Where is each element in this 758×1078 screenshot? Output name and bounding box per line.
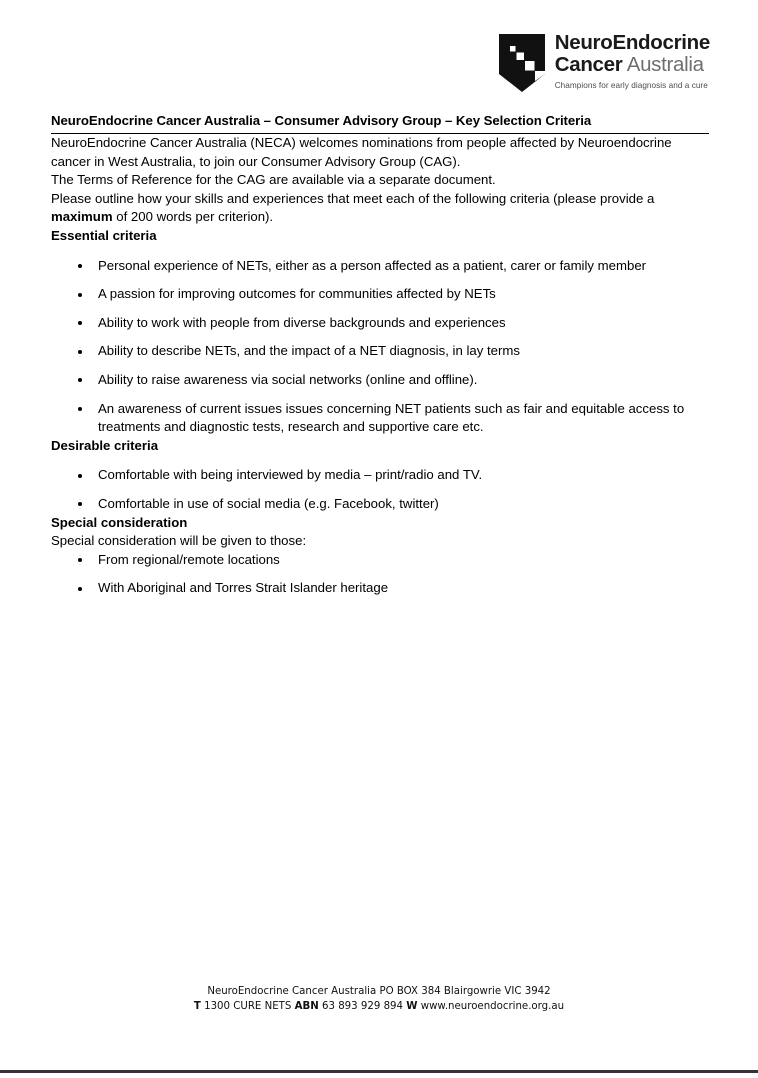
footer-bottom-rule: [0, 1070, 758, 1073]
page-title: NeuroEndocrine Cancer Australia – Consumer Advisory Group – Key Selection Criteria: [51, 113, 709, 134]
page-footer: [0, 984, 758, 1014]
footer-web-label: W: [406, 1001, 418, 1012]
intro-paragraph-1: NeuroEndocrine Cancer Australia (NECA) welcomes nominations from people affected by Neuroendocrine cancer in West Australia, to join our Consumer Advisory Group (CAG).: [51, 135, 672, 169]
list-item: Ability to raise awareness via social networks (online and offline).: [51, 371, 709, 390]
footer-phone-value: 1300 CURE NETS: [200, 1001, 295, 1012]
intro-paragraph-2: The Terms of Reference for the CAG are available via a separate document.: [51, 172, 496, 188]
special-consideration-list: [51, 551, 709, 598]
list-item: Ability to describe NETs, and the impact of a NET diagnosis, in lay terms: [51, 342, 709, 361]
section-heading-desirable-criteria: Desirable criteria: [51, 437, 159, 453]
section-heading-essential-criteria: Essential criteria: [51, 227, 157, 243]
footer-contact-line: [0, 999, 758, 1014]
logo-line-cancer-australia: [555, 54, 710, 76]
intro-paragraph-3-emphasis: maximum: [51, 209, 113, 225]
essential-criteria-list: [51, 257, 709, 437]
footer-phone-label: T: [193, 1001, 201, 1012]
footer-address-line: NeuroEndocrine Cancer Australia PO BOX 384 Blairgowrie VIC 3942: [207, 986, 551, 997]
logo-tagline: Champions for early diagnosis and a cure: [554, 81, 708, 91]
intro-paragraph-3-text-b: of 200 words per criterion).: [112, 209, 274, 225]
list-item: A passion for improving outcomes for communities affected by NETs: [51, 285, 709, 304]
list-item: Comfortable with being interviewed by media – print/radio and TV.: [51, 466, 709, 485]
list-item: With Aboriginal and Torres Strait Islander heritage: [51, 579, 709, 598]
special-consideration-intro: Special consideration will be given to those:: [51, 533, 307, 549]
list-item: Personal experience of NETs, either as a person affected as a patient, carer or family member: [51, 257, 709, 276]
neca-logo: [499, 32, 710, 92]
footer-web-value: www.neuroendocrine.org.au: [417, 1001, 565, 1012]
section-heading-special-consideration: Special consideration: [51, 514, 188, 530]
list-item: Comfortable in use of social media (e.g. Facebook, twitter): [51, 495, 709, 514]
list-item: Ability to work with people from diverse backgrounds and experiences: [51, 314, 709, 333]
list-item: From regional/remote locations: [51, 551, 709, 570]
logo-line-neuroendocrine: NeuroEndocrine: [554, 31, 710, 54]
logo-wordmark: [555, 32, 710, 90]
neca-shield-logo-icon: [499, 34, 545, 92]
logo-word-cancer: Cancer: [554, 53, 623, 77]
intro-paragraph-3: [51, 190, 709, 227]
footer-abn-value: 63 893 929 894: [318, 1001, 407, 1012]
list-item: An awareness of current issues issues concerning NET patients such as fair and equitable access to treatments and diagnostic tests, research and supportive care etc.: [51, 400, 709, 437]
desirable-criteria-list: [51, 466, 709, 513]
intro-paragraph-3-text-a: Please outline how your skills and experiences that meet each of the following criteria (please provide a: [51, 190, 655, 206]
logo-word-australia: Australia: [622, 53, 704, 77]
document-content: [51, 113, 709, 598]
footer-abn-label: ABN: [294, 1001, 319, 1012]
